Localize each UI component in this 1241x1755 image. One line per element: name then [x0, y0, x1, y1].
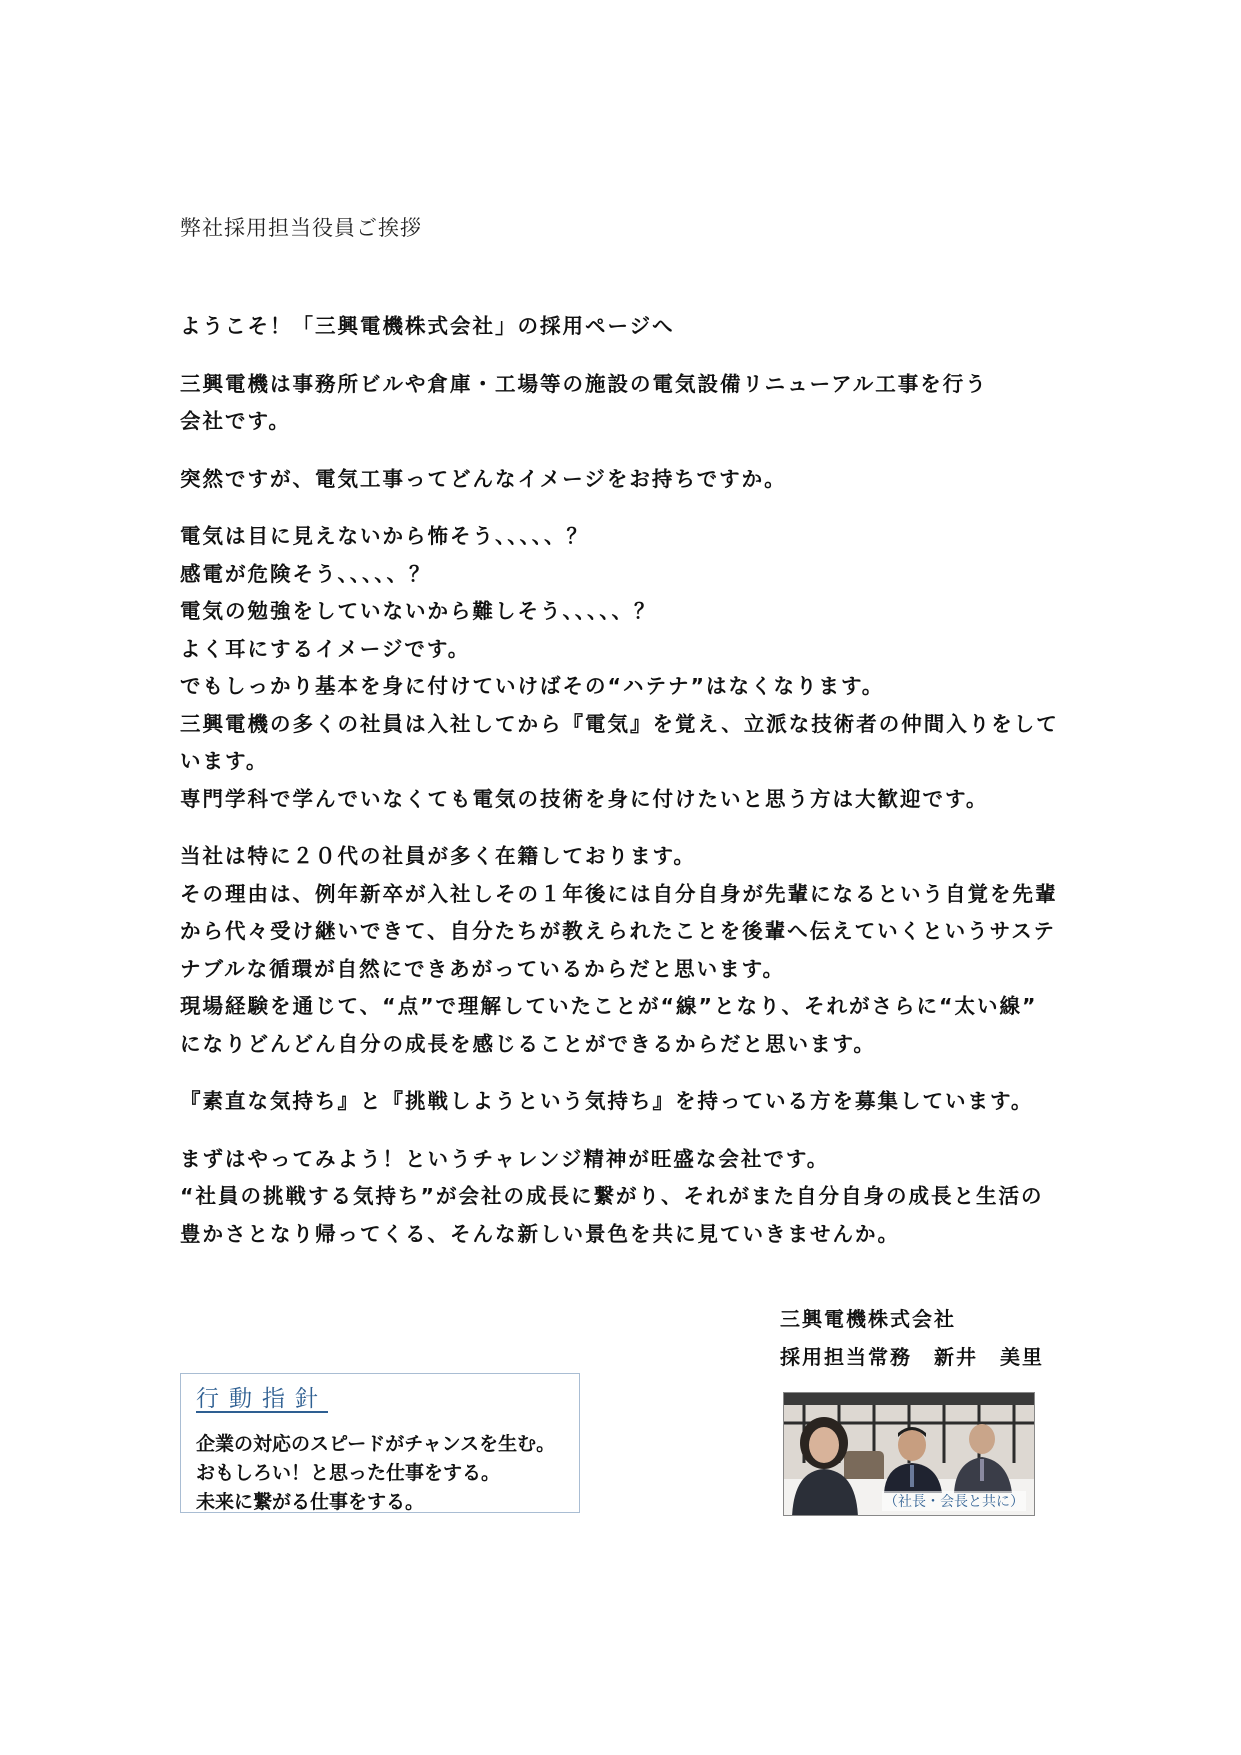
paragraph-line: 当社は特に２０代の社員が多く在籍しております。	[180, 844, 696, 868]
signature-company: 三興電機株式会社	[780, 1307, 956, 1331]
paragraph-line: 感電が危険そう、、、、、？	[180, 561, 432, 586]
paragraph-line: 電気は目に見えないから怖そう、、、、、？	[180, 524, 589, 548]
action-policy-item: 未来に繋がる仕事をする。	[196, 1491, 425, 1513]
paragraph-line: 現場経験を通じて、“点”で理解していたことが“線”となり、それがさらに“太い線”	[180, 994, 1038, 1018]
paragraph	[180, 838, 1080, 1063]
paragraph-line: ようこそ！「三興電機株式会社」の採用ページへ	[180, 314, 675, 338]
paragraph	[180, 308, 1080, 346]
paragraph-line: になりどんどん自分の成長を感じることができるからだと思います。	[180, 1031, 876, 1056]
signature-title-name: 採用担当常務 新井 美里	[780, 1345, 1044, 1369]
paragraph	[180, 1083, 1080, 1121]
greeting-body	[180, 308, 1080, 1253]
paragraph-line: よく耳にするイメージです。	[180, 636, 471, 661]
executive-photo	[783, 1392, 1035, 1516]
paragraph-line: ナブルな循環が自然にできあがっているからだと思います。	[180, 956, 786, 981]
action-policy-item: 企業の対応のスピードがチャンスを生む。	[196, 1433, 556, 1455]
signature-block	[780, 1300, 1044, 1376]
paragraph	[180, 366, 1080, 441]
paragraph	[180, 518, 1080, 818]
paragraph	[180, 1141, 1080, 1254]
action-policy-box	[180, 1373, 580, 1513]
paragraph-gap	[180, 818, 1080, 838]
paragraph-line: 豊かさとなり帰ってくる、そんな新しい景色を共に見ていきませんか。	[180, 1221, 900, 1246]
paragraph	[180, 461, 1080, 499]
paragraph-gap	[180, 1121, 1080, 1141]
paragraph-line: 『素直な気持ち』と『挑戦しようという気持ち』を持っている方を募集しています。	[180, 1089, 1034, 1113]
paragraph-line: その理由は、例年新卒が入社しその１年後には自分自身が先輩になるという自覚を先輩	[180, 881, 1058, 906]
action-policy-list	[196, 1430, 555, 1517]
paragraph-line: 三興電機の多くの社員は入社してから『電気』を覚え、立派な技術者の仲間入りをして	[180, 711, 1059, 736]
photo-caption: （社長・会長と共に）	[882, 1491, 1026, 1511]
action-policy-title: 行動指針	[196, 1386, 328, 1412]
paragraph-line: から代々受け継いできて、自分たちが教えられたことを後輩へ伝えていくというサステ	[180, 919, 1056, 943]
paragraph-gap	[180, 1063, 1080, 1083]
paragraph-line: います。	[180, 749, 269, 773]
paragraph-gap	[180, 346, 1080, 366]
paragraph-line: 電気の勉強をしていないから難しそう、、、、、？	[180, 599, 657, 623]
paragraph-line: 専門学科で学んでいなくても電気の技術を身に付けたいと思う方は大歓迎です。	[180, 786, 989, 811]
paragraph-line: 三興電機は事務所ビルや倉庫・工場等の施設の電気設備リニューアル工事を行う	[180, 371, 988, 396]
paragraph-gap	[180, 498, 1080, 518]
paragraph-gap	[180, 441, 1080, 461]
action-policy-item: おもしろい！と思った仕事をする。	[196, 1462, 501, 1484]
paragraph-line: でもしっかり基本を身に付けていけばその“ハテナ”はなくなります。	[180, 674, 885, 698]
paragraph-line: “社員の挑戦する気持ち”が会社の成長に繋がり、それがまた自分自身の成長と生活の	[180, 1184, 1044, 1208]
paragraph-line: 突然ですが、電気工事ってどんなイメージをお持ちですか。	[180, 466, 787, 491]
page-title: 弊社採用担当役員ご挨拶	[180, 216, 422, 240]
paragraph-line: 会社です。	[180, 409, 291, 433]
paragraph-line: まずはやってみよう！というチャレンジ精神が旺盛な会社です。	[180, 1146, 830, 1171]
